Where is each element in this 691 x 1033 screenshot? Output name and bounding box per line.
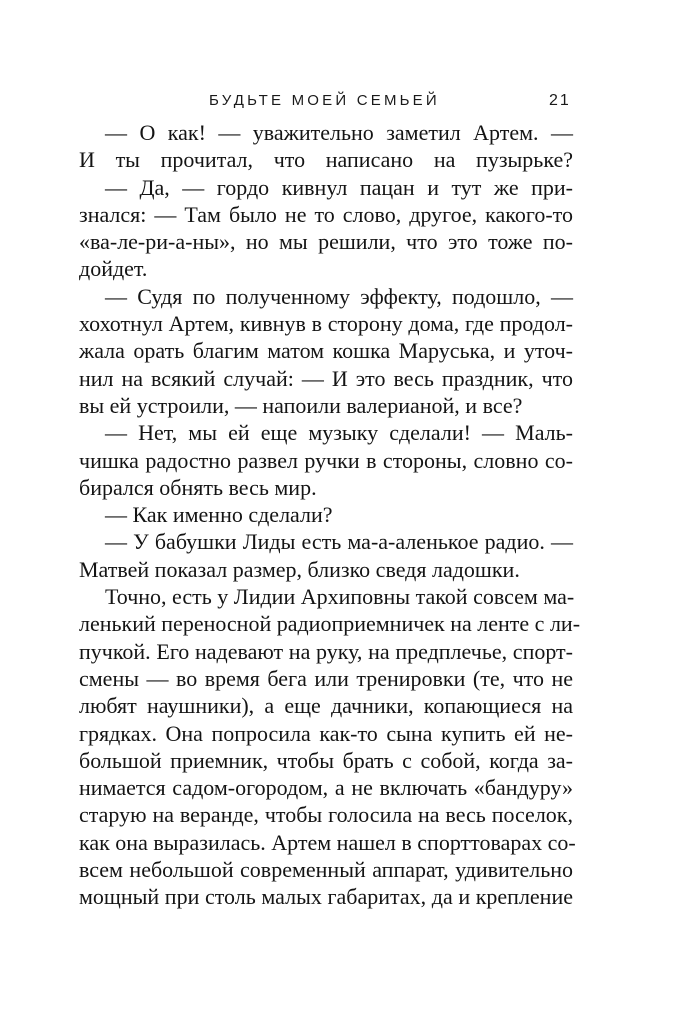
text-line: — Судя по полученному эффекту, подошло, — xyxy=(105,283,573,309)
running-title: БУДЬТЕ МОЕЙ СЕМЬЕЙ xyxy=(209,92,440,109)
text-line: Точно, есть у Лидии Архиповны такой совсем ма- xyxy=(105,584,575,610)
text-line: старую на веранде, чтобы голосила на весь поселок, xyxy=(79,802,573,828)
text-line: вы ей устроили, — напоили валерианой, и все? xyxy=(79,392,523,418)
text-line: как она выразилась. Артем нашел в спорттоварах со- xyxy=(79,829,576,855)
text-line: — Нет, мы ей еще музыку сделали! — Маль- xyxy=(105,420,573,446)
text-line: — У бабушки Лиды есть ма-а-аленькое радио. — xyxy=(105,529,573,555)
text-line: бирался обнять весь мир. xyxy=(79,474,317,500)
text-line: знался: — Там было не то слово, другое, какого-то xyxy=(79,201,573,227)
text-line: дойдет. xyxy=(79,256,148,282)
text-line: «ва-ле-ри-а-ны», но мы решили, что это тоже по- xyxy=(79,229,573,255)
text-line: нил на всякий случай: — И это весь праздник, что xyxy=(79,365,573,391)
text-line: грядках. Она попросила как-то сына купить ей не- xyxy=(79,720,573,746)
text-line: И ты прочитал, что написано на пузырьке? xyxy=(79,147,573,173)
text-line: Матвей показал размер, близко сведя ладошки. xyxy=(79,556,520,582)
text-line: жала орать благим матом кошка Маруська, и уточ- xyxy=(79,338,573,364)
text-line: мощный при столь малых габаритах, да и крепление xyxy=(79,884,573,910)
text-line: — Как именно сделали? xyxy=(105,502,333,528)
text-line: — Да, — гордо кивнул пацан и тут же при- xyxy=(105,174,573,200)
text-line: всем небольшой современный аппарат, удивительно xyxy=(79,857,573,883)
text-line: — О как! — уважительно заметил Артем. — xyxy=(105,120,573,145)
text-line: нимается садом-огородом, а не включать «бандуру» xyxy=(79,775,573,801)
body-text xyxy=(79,119,581,911)
text-line: ленький переносной радиоприемничек на ленте с ли- xyxy=(79,611,581,637)
text-line: пучкой. Его надевают на руку, на предплечье, спорт- xyxy=(79,638,573,664)
text-line: любят наушники), а еще дачники, копающиеся на xyxy=(79,693,573,719)
text-line: чишка радостно развел ручки в стороны, словно со- xyxy=(79,447,573,473)
text-line: смены — во время бега или тренировки (те, что не xyxy=(79,665,573,691)
text-line: большой приемник, чтобы брать с собой, когда за- xyxy=(79,747,573,773)
running-head xyxy=(0,89,691,113)
text-line: хохотнул Артем, кивнув в сторону дома, где продол- xyxy=(79,311,573,337)
page-number: 21 xyxy=(549,92,571,109)
